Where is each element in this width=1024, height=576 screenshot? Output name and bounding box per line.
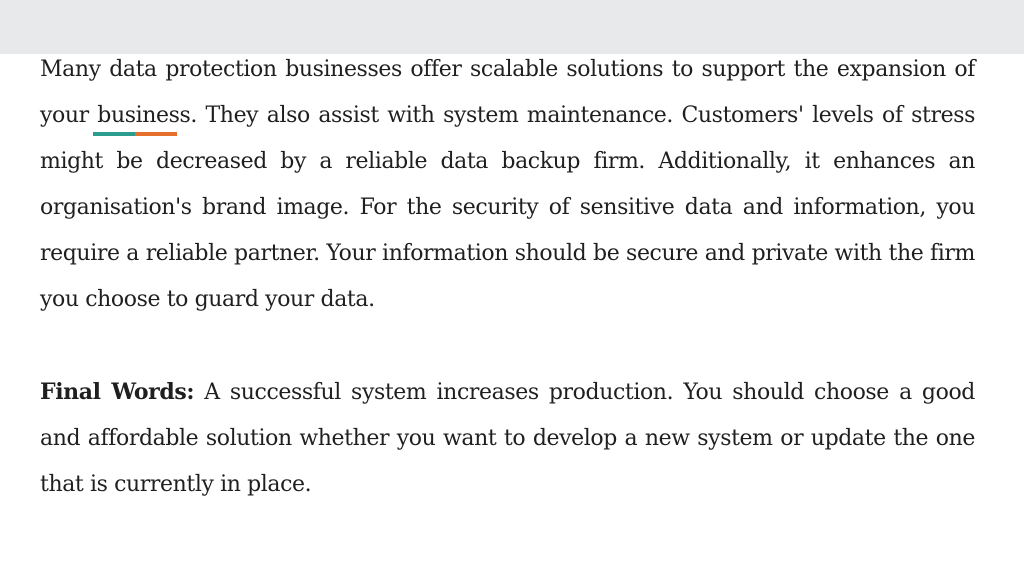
final-words-text: A successful system increases production. You should choose a good and affordable solution whether you want to develop a new system or update the one that is currently in place. xyxy=(40,380,975,497)
final-words-heading: Final Words: xyxy=(40,379,195,405)
top-band xyxy=(0,0,1024,54)
paragraph-final-words xyxy=(40,369,975,508)
slide-content xyxy=(40,47,975,508)
paragraph-intro: Many data protection businesses offer scalable solutions to support the expansion of your business. They also assist with system maintenance. Customers' levels of stress might be decreased by a reliable data backup firm. Additionally, it enhances an organisation's brand image. For the security of sensitive data and information, you require a reliable partner. Your information should be secure and private with the firm you choose to guard your data. xyxy=(40,57,975,312)
